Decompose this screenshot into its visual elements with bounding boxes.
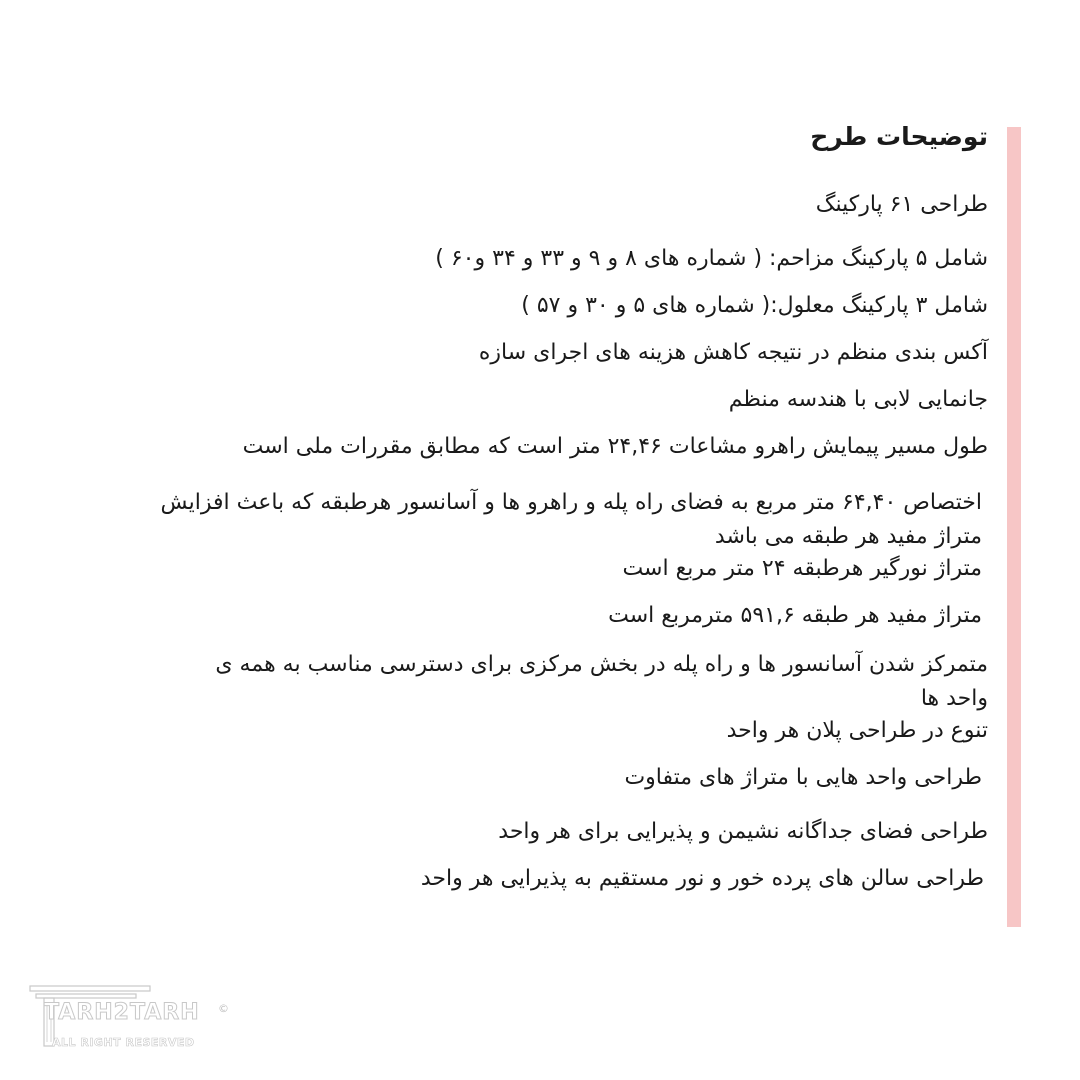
list-item: جانمایی لابی با هندسه منظم bbox=[728, 387, 988, 412]
list-item: طراحی فضای جداگانه نشیمن و پذیرایی برای هر واحد bbox=[498, 819, 988, 844]
list-item: آکس بندی منظم در نتیجه کاهش هزینه های اجرای سازه bbox=[478, 340, 988, 365]
list-item: متراژ نورگیر هرطبقه ۲۴ متر مربع است bbox=[622, 556, 982, 581]
list-item: تنوع در طراحی پلان هر واحد bbox=[726, 718, 988, 743]
list-item: متمرکز شدن آسانسور ها و راه پله در بخش مرکزی برای دسترسی مناسب به همه ی واحد ها bbox=[215, 652, 988, 711]
logo-tagline: ALL RIGHT RESERVED bbox=[52, 1036, 195, 1049]
list-item: طراحی واحد هایی با متراژ های متفاوت bbox=[624, 765, 982, 790]
logo-name: TARH2TARH bbox=[44, 1000, 200, 1025]
page-title: توضیحات طرح bbox=[810, 122, 988, 151]
list-item: متراژ مفید هر طبقه ۵۹۱,۶ مترمربع است bbox=[608, 603, 982, 628]
list-item: طراحی ۶۱ پارکینگ bbox=[815, 192, 988, 217]
accent-bar bbox=[1007, 127, 1021, 927]
list-item: اختصاص ۶۴,۴۰ متر مربع به فضای راه پله و راهرو ها و آسانسور هرطبقه که باعث افزایش متراژ مفید هر طبقه می باشد bbox=[160, 490, 982, 549]
list-item: شامل ۳ پارکینگ معلول:( شماره های ۵ و ۳۰ و ۵۷ ) bbox=[521, 293, 988, 318]
list-item: شامل ۵ پارکینگ مزاحم: ( شماره های ۸ و ۹ و ۳۳ و ۳۴ و۶۰ ) bbox=[435, 246, 988, 271]
list-item: طول مسیر پیمایش راهرو مشاعات ۲۴,۴۶ متر است که مطابق مقررات ملی است bbox=[242, 434, 988, 459]
list-item: طراحی سالن های پرده خور و نور مستقیم به پذیرایی هر واحد bbox=[420, 866, 984, 891]
copyright-mark: © bbox=[218, 1002, 229, 1015]
description-panel bbox=[108, 118, 988, 894]
